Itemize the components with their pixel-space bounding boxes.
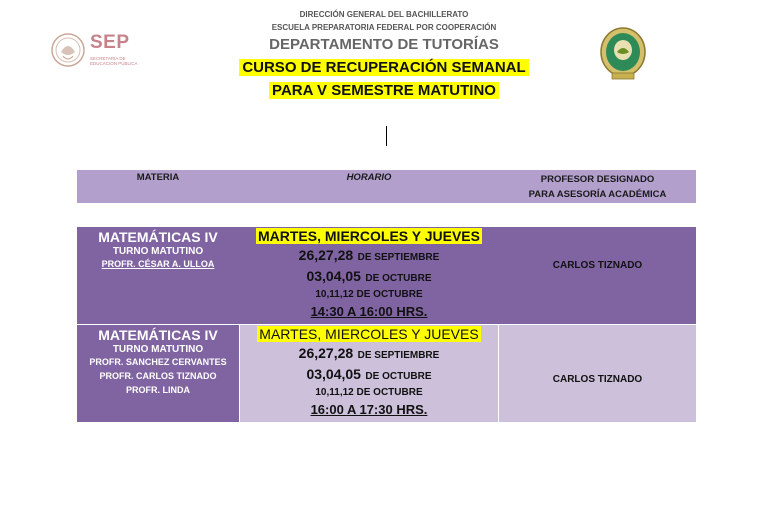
date-line-1: 26,27,28 DE SEPTIEMBRE — [298, 345, 440, 361]
course-title-text: CURSO DE RECUPERACIÓN SEMANAL — [239, 59, 528, 76]
shift-label: TURNO MATUTINO — [112, 246, 204, 257]
subject-name: MATEMÁTICAS IV — [98, 327, 218, 343]
column-header-profesor-line2: PARA ASESORÍA ACADÉMICA — [528, 189, 667, 200]
course-title — [0, 59, 768, 76]
days-label: MARTES, MIERCOLES Y JUEVES — [259, 326, 479, 342]
advisor-name: CARLOS TIZNADO — [552, 260, 643, 271]
days-label: MARTES, MIERCOLES Y JUEVES — [258, 228, 480, 244]
advisor-name: CARLOS TIZNADO — [552, 374, 643, 385]
header-line-1: DIRECCIÓN GENERAL DEL BACHILLERATO — [299, 10, 469, 19]
text-cursor — [386, 126, 387, 146]
column-header-materia: MATERIA — [136, 172, 180, 183]
sep-wordmark: SEP — [90, 32, 130, 53]
date-line-2: 03,04,05 DE OCTUBRE — [306, 366, 432, 382]
schedule-cell — [239, 227, 499, 324]
header-line-2: ESCUELA PREPARATORIA FEDERAL POR COOPERACIÓN — [271, 23, 497, 32]
subject-cell — [77, 227, 239, 324]
schedule-cell — [240, 325, 498, 422]
sep-subtitle: SECRETARÍA DE EDUCACIÓN PÚBLICA — [90, 56, 138, 66]
table-row — [77, 227, 696, 324]
course-subtitle — [0, 82, 768, 99]
subject-name: MATEMÁTICAS IV — [98, 229, 218, 245]
column-header-profesor-line1: PROFESOR DESIGNADO — [540, 174, 655, 185]
teacher-name: PROFR. SANCHEZ CERVANTES — [89, 357, 227, 367]
hours-label: 14:30 A 16:00 HRS. — [310, 304, 428, 319]
subject-cell — [77, 325, 239, 422]
course-subtitle-text: PARA V SEMESTRE MATUTINO — [269, 82, 499, 99]
date-line-1: 26,27,28 DE SEPTIEMBRE — [298, 247, 440, 263]
date-line-3: 10,11,12 DE OCTUBRE — [315, 387, 423, 398]
hours-label: 16:00 A 17:30 HRS. — [310, 402, 428, 417]
department-title: DEPARTAMENTO DE TUTORÍAS — [269, 36, 499, 53]
advisor-cell — [499, 227, 696, 324]
date-line-3: 10,11,12 DE OCTUBRE — [315, 289, 423, 300]
teacher-name: PROFR. CARLOS TIZNADO — [99, 371, 217, 381]
teacher-name: PROFR. LINDA — [126, 385, 190, 395]
shift-label: TURNO MATUTINO — [112, 344, 204, 355]
date-line-2: 03,04,05 DE OCTUBRE — [306, 268, 432, 284]
table-row — [77, 325, 696, 422]
teacher-name: PROFR. CÉSAR A. ULLOA — [101, 259, 215, 269]
column-header-horario: HORARIO — [346, 172, 392, 183]
advisor-cell — [499, 325, 696, 422]
column-header-profesor — [499, 172, 696, 202]
column-header-band — [77, 170, 696, 203]
